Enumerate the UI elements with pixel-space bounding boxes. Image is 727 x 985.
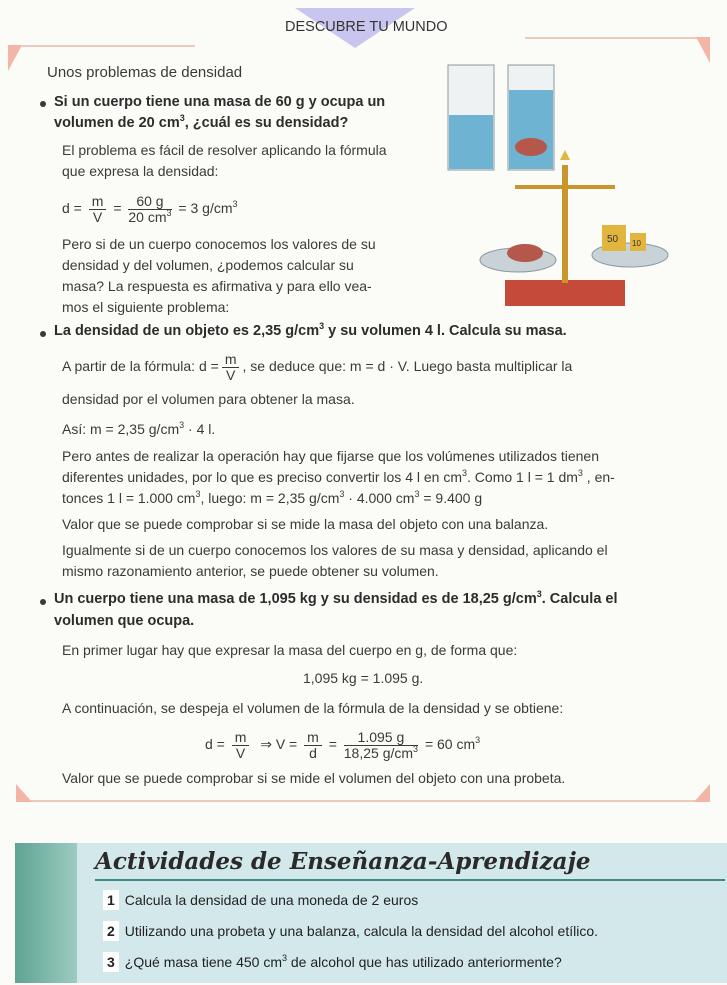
- problem2-question: La densidad de un objeto es 2,35 $g/cm^3$ y su volumen 4 l. Calcula su masa.: [54, 321, 567, 339]
- header-title: DESCUBRE TU MUNDO: [285, 19, 448, 35]
- text-line: Pero antes de realizar la operación hay que fijarse que los volúmenes utilizados tienen: [62, 448, 599, 464]
- text-line: Igualmente si de un cuerpo conocemos los valores de su masa y densidad, aplicando el: [62, 542, 608, 558]
- text-line: densidad por el volumen para obtener la masa.: [62, 391, 355, 407]
- problem3-question-2: volumen que ocupa.: [54, 613, 195, 629]
- problem3-question: Un cuerpo tiene una masa de 1,095 kg y su densidad es de 18,25 $g/cm^3$. Calcula el: [54, 589, 618, 607]
- text-line: Así: m = 2,35 $g/cm^3 \cdot 4$ l.: [62, 420, 216, 437]
- text-line: En primer lugar hay que expresar la masa del cuerpo en g, de forma que:: [62, 642, 518, 658]
- text-line: densidad y del volumen, ¿podemos calcular su: [62, 257, 354, 273]
- balance-scale: [480, 150, 668, 306]
- formula-volume: d = $\frac{m}{V}$ ⇒ V = $\frac{m}{d}$ = $\frac{1.095 g}{18,25 g/cm^3}$ = 60 $cm^3$: [205, 728, 481, 761]
- header-corner-right: [696, 37, 710, 63]
- activities-title: Actividades de Enseñanza-Aprendizaje: [95, 848, 591, 875]
- activities-strip: [15, 843, 77, 983]
- problem1-question: Si un cuerpo tiene una masa de 60 g y ocupa un: [54, 94, 386, 110]
- weight-10-label: 10: [632, 239, 641, 248]
- activity-item: 2 Utilizando una probeta y una balanza, calcula la densidad del alcohol etílico.: [103, 921, 598, 941]
- text-line: que expresa la densidad:: [62, 163, 219, 179]
- beaker-with-stone: [508, 65, 554, 170]
- activity-item: 3 ¿Qué masa tiene 450 $cm^3$ de alcohol que has utilizado anteriormente?: [103, 952, 562, 972]
- bullet: [40, 599, 46, 605]
- text-line: Valor que se puede comprobar si se mide el volumen del objeto con una probeta.: [62, 770, 566, 786]
- text-line: diferentes unidades, por lo que es preciso convertir los 4 l en $cm^3$. Como 1 l = 1 $dm^3$ , en-: [62, 468, 615, 485]
- section-title: Unos problemas de densidad: [47, 64, 243, 81]
- footer-corner-left: [16, 784, 32, 802]
- footer-corner-right: [694, 784, 710, 802]
- text-line: tonces 1 l = 1.000 $cm^3$, luego: m = 2,35 $g/cm^3 \cdot 4.000$ $cm^3 = 9.400$ g: [62, 489, 483, 506]
- bullet: [40, 101, 46, 107]
- activity-item: 1 Calcula la densidad de una moneda de 2 euros: [103, 890, 418, 910]
- text-line: A continuación, se despeja el volumen de la fórmula de la densidad y se obtiene:: [62, 700, 564, 716]
- beaker-water: [448, 65, 494, 170]
- problem1-question-2: volumen de 20 $cm^3$, ¿cuál es su densidad?: [54, 113, 349, 131]
- text-line: mismo razonamiento anterior, se puede obtener su volumen.: [62, 563, 439, 579]
- header-rule-left: [10, 45, 195, 47]
- text-line: 1,095 kg = 1.095 g.: [303, 670, 424, 686]
- beakers-and-balance-illustration: [440, 55, 690, 310]
- footer-rule: [18, 800, 710, 802]
- text-line: Valor que se puede comprobar si se mide la masa del objeto con una balanza.: [62, 516, 549, 532]
- bullet: [40, 331, 46, 337]
- activities-box: [15, 843, 727, 983]
- text-line: A partir de la fórmula: d = $\frac{m}{V}$ , se deduce que: m = d · V. Luego basta multiplicar la: [62, 350, 573, 383]
- text-line: El problema es fácil de resolver aplicando la fórmula: [62, 142, 387, 158]
- header-corner-left: [8, 45, 22, 71]
- text-line: mos el siguiente problema:: [62, 299, 230, 315]
- activities-title-rule: [95, 879, 725, 881]
- formula-density: d = $\frac{m}{V}$ = $\frac{60 g}{20 cm^3}$ = 3 $g/cm^3$: [62, 192, 238, 225]
- weight-50-label: 50: [607, 234, 619, 245]
- text-line: Pero si de un cuerpo conocemos los valores de su: [62, 236, 376, 252]
- text-line: masa? La respuesta es afirmativa y para ello vea-: [62, 278, 372, 294]
- header-rule-right: [525, 37, 710, 39]
